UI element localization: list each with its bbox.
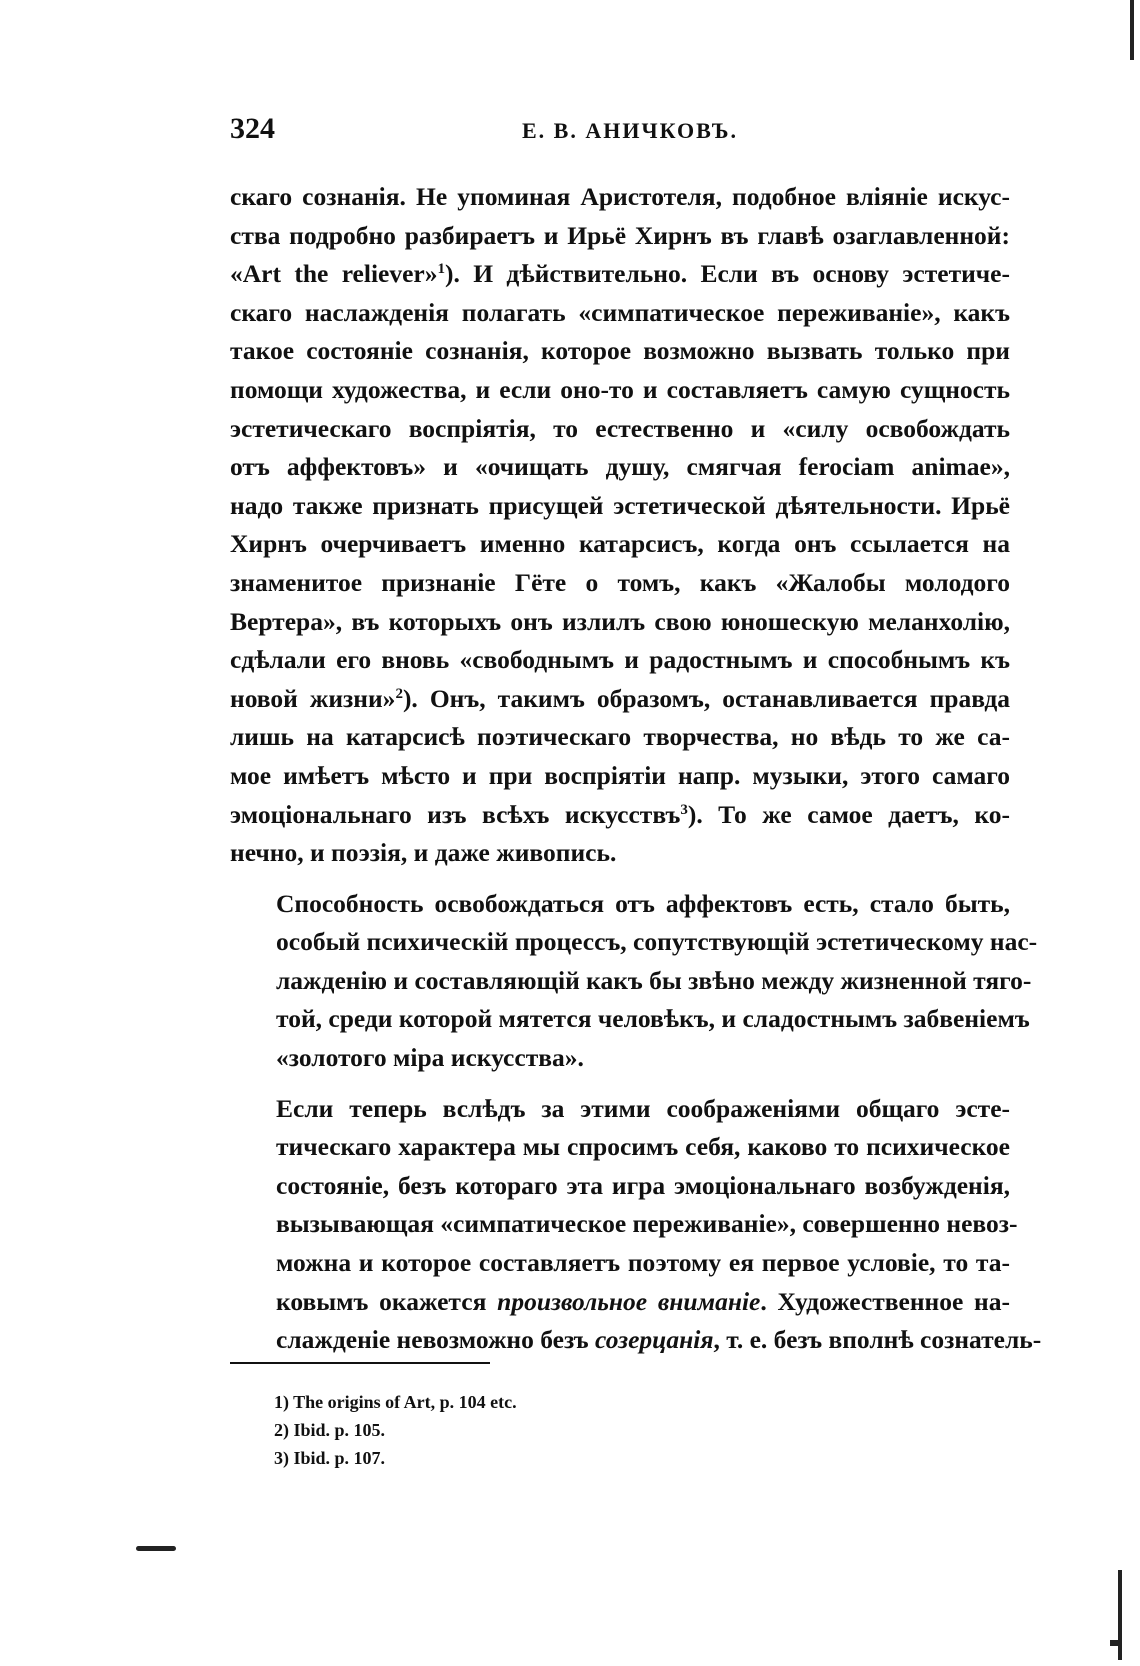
text-line: состояніе, безъ котораго эта игра эмоціональнаго возбужденія, <box>276 1170 1010 1200</box>
text-line: надо также признать присущей эстетической дѣятельности. Ирьё <box>230 490 1010 520</box>
text-line: Вертера», въ которыхъ онъ излилъ свою юношескую меланхолію, <box>230 606 1010 636</box>
text-segment: новой жизни» <box>230 683 396 713</box>
footnote-3: 3) Ibid. p. 107. <box>274 1448 386 1468</box>
text-segment: ). То же самое даетъ, ко- <box>687 799 1010 829</box>
text-line: Если теперь вслѣдъ за этими соображеніями общаго эсте- <box>276 1093 1010 1123</box>
footnote-ref: 3 <box>680 801 688 818</box>
scan-mark <box>136 1546 176 1551</box>
text-line: вызывающая «симпатическое переживаніе», совершенно невоз- <box>276 1209 1018 1239</box>
text-line: скаго наслажденія полагать «симпатическое переживаніе», какъ <box>230 297 1010 327</box>
text-line: нечно, и поэзія, и даже живопись. <box>230 838 617 868</box>
page-header <box>230 112 1010 152</box>
body-text <box>230 178 1042 1360</box>
text-line: мое имѣетъ мѣсто и при воспріятіи напр. музыки, этого самаго <box>230 760 1010 790</box>
paragraph-1 <box>230 178 1010 873</box>
text-line: той, среди которой мятется человѣкъ, и сладостнымъ забвеніемъ <box>276 1004 1030 1034</box>
text-line <box>230 1321 1042 1360</box>
paragraph-3 <box>230 1090 1042 1360</box>
text-segment: ). И дѣйствительно. Если въ основу эстетиче- <box>445 259 1010 289</box>
paragraph-2 <box>230 885 1038 1078</box>
scan-mark <box>1130 0 1134 60</box>
text-line: отъ аффектовъ» и «очищать душу, смягчая ferociam animae», <box>230 452 1010 482</box>
footnote-separator <box>230 1362 490 1364</box>
text-line: лажденію и составляющій какъ бы звѣно между жизненной тяго- <box>276 965 1032 995</box>
text-line: Способность освобождаться отъ аффектовъ есть, стало быть, <box>276 888 1010 918</box>
footnotes <box>274 1388 517 1472</box>
text-line: скаго сознанія. Не упоминая Аристотеля, подобное вліяніе искус- <box>230 182 1010 211</box>
text-segment: «Art the reliever» <box>230 259 438 289</box>
page-number: 324 <box>230 112 275 145</box>
italic-term: произвольное вниманіе <box>497 1286 761 1316</box>
text-line: помощи художества, и если оно-то и составляетъ самую сущность <box>230 374 1010 404</box>
text-segment: ковымъ окажется <box>276 1286 498 1316</box>
scan-mark <box>1118 1570 1122 1660</box>
running-head: Е. В. АНИЧКОВЪ. <box>522 118 738 143</box>
text-line <box>230 255 1010 294</box>
text-line: Хирнъ очерчиваетъ именно катарсисъ, когда онъ ссылается на <box>230 529 1010 559</box>
footnote-1: 1) The origins of Art, p. 104 etc. <box>274 1392 517 1412</box>
text-line: эстетическаго воспріятія, то естественно и «силу освобождать <box>230 413 1010 443</box>
text-line: сдѣлали его вновь «свободнымъ и радостнымъ и способнымъ къ <box>230 645 1010 675</box>
text-line: тическаго характера мы спросимъ себя, каково то психическое <box>276 1132 1010 1162</box>
text-line: лишь на катарсисѣ поэтическаго творчества, но вѣдь то же са- <box>230 722 1010 752</box>
footnote-ref: 2 <box>395 685 403 702</box>
footnote-ref: 1 <box>437 261 445 278</box>
footnote-2: 2) Ibid. p. 105. <box>274 1420 386 1440</box>
scan-mark <box>1110 1640 1120 1646</box>
text-segment: . Художественное на- <box>760 1286 1010 1316</box>
text-line <box>230 680 1010 719</box>
text-segment: , т. е. безъ вполнѣ сознатель- <box>713 1325 1042 1355</box>
text-line: такое состояніе сознанія, которое возможно вызвать только при <box>230 336 1010 366</box>
text-segment: эмоціональнаго изъ всѣхъ искусствъ <box>230 799 681 829</box>
text-line <box>230 796 1010 835</box>
text-line: ства подробно разбираетъ и Ирьё Хирнъ въ главѣ озаглавленной: <box>230 220 1010 250</box>
text-line: «золотого міра искусства». <box>276 1043 584 1073</box>
text-line: можна и которое составляетъ поэтому ея первое условіе, то та- <box>276 1248 1010 1278</box>
text-line <box>230 1283 1010 1322</box>
text-line: особый психическій процессъ, сопутствующій эстетическому нас- <box>276 927 1038 957</box>
text-line: знаменитое признаніе Гёте о томъ, какъ «Жалобы молодого <box>230 567 1010 597</box>
text-segment: ). Онъ, такимъ образомъ, останавливается правда <box>402 683 1010 713</box>
text-segment: слажденіе невозможно безъ <box>276 1325 596 1355</box>
italic-term: созерцанія <box>595 1325 714 1355</box>
